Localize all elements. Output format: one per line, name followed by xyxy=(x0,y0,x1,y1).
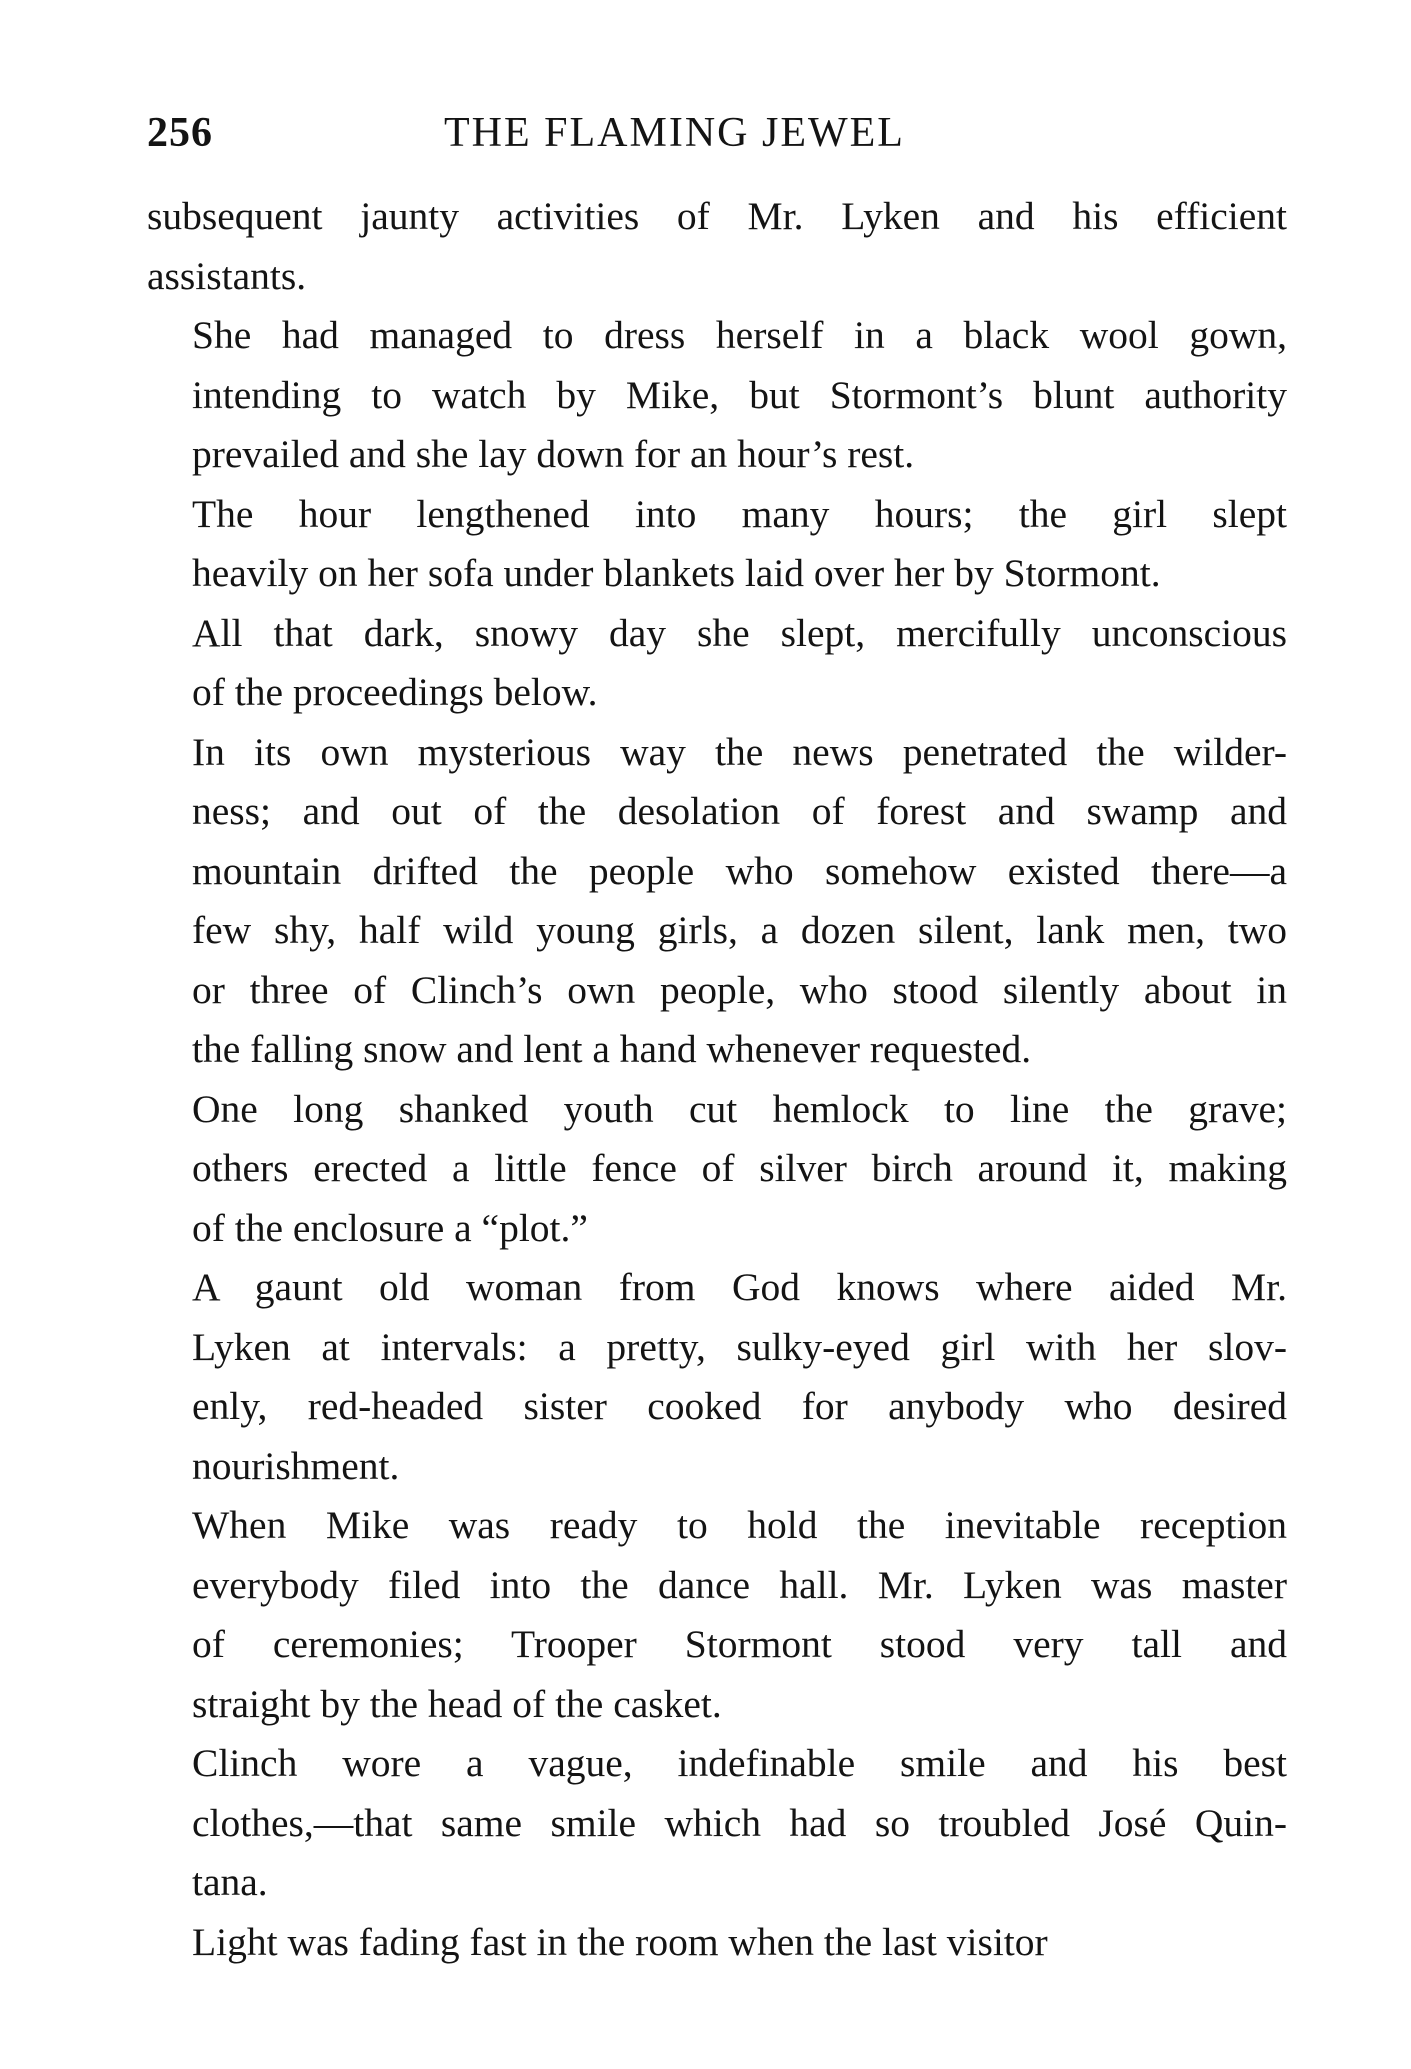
text-line: subsequent jaunty activities of Mr. Lyken and his efficient xyxy=(147,194,1287,238)
text-line: nourishment. xyxy=(192,1443,400,1488)
text-line: of the enclosure a “plot.” xyxy=(192,1205,588,1250)
book-page xyxy=(147,105,1287,1972)
text-line: A gaunt old woman from God knows where aided Mr. xyxy=(192,1265,1287,1309)
text-line: others erected a little fence of silver birch around it, making xyxy=(192,1146,1287,1190)
text-line: prevailed and she lay down for an hour’s rest. xyxy=(192,432,915,476)
text-line: assistants. xyxy=(147,253,307,298)
text-line: Lyken at intervals: a pretty, sulky-eyed girl with her slov- xyxy=(192,1324,1287,1369)
text-line: or three of Clinch’s own people, who stood silently about in xyxy=(192,967,1287,1012)
text-line: The hour lengthened into many hours; the girl slept xyxy=(192,491,1287,536)
running-title: THE FLAMING JEWEL xyxy=(444,110,905,156)
paragraph xyxy=(147,1913,1287,1973)
text-line: few shy, half wild young girls, a dozen silent, lank men, two xyxy=(192,908,1287,952)
text-line: She had managed to dress herself in a black wool gown, xyxy=(192,313,1287,357)
text-line: straight by the head of the casket. xyxy=(192,1681,722,1726)
text-line: heavily on her sofa under blankets laid over her by Stormont. xyxy=(192,551,1161,595)
text-line: All that dark, snowy day she slept, mercifully unconscious xyxy=(192,610,1287,655)
paragraph xyxy=(147,187,1287,306)
paragraph xyxy=(147,306,1287,485)
text-line: everybody filed into the dance hall. Mr. Lyken was master xyxy=(192,1562,1287,1607)
text-line: intending to watch by Mike, but Stormont’s blunt authority xyxy=(192,372,1287,417)
text-line: of ceremonies; Trooper Stormont stood very tall and xyxy=(192,1622,1287,1666)
paragraph xyxy=(147,1496,1287,1734)
paragraph xyxy=(147,1734,1287,1913)
page-number: 256 xyxy=(147,110,213,156)
paragraph xyxy=(147,1080,1287,1259)
text-line: of the proceedings below. xyxy=(192,670,598,714)
text-line: In its own mysterious way the news penetrated the wilder- xyxy=(192,729,1287,774)
text-line: tana. xyxy=(192,1860,268,1904)
text-line: One long shanked youth cut hemlock to line the grave; xyxy=(192,1086,1287,1131)
text-line: clothes,—that same smile which had so troubled José Quin- xyxy=(192,1800,1287,1845)
paragraph xyxy=(147,1258,1287,1496)
paragraph xyxy=(147,604,1287,723)
text-line: mountain drifted the people who somehow existed there—a xyxy=(192,848,1287,893)
text-line: Clinch wore a vague, indefinable smile and his best xyxy=(192,1741,1287,1785)
text-line: the falling snow and lent a hand whenever requested. xyxy=(192,1027,1032,1071)
running-head xyxy=(147,105,1287,161)
text-line: When Mike was ready to hold the inevitable reception xyxy=(192,1503,1287,1547)
paragraph xyxy=(147,485,1287,604)
text-line: enly, red-headed sister cooked for anybody who desired xyxy=(192,1384,1287,1428)
body-text xyxy=(147,187,1287,1972)
text-line: Light was fading fast in the room when the last visitor xyxy=(192,1919,1048,1964)
paragraph xyxy=(147,723,1287,1080)
text-line: ness; and out of the desolation of forest and swamp and xyxy=(192,789,1287,833)
